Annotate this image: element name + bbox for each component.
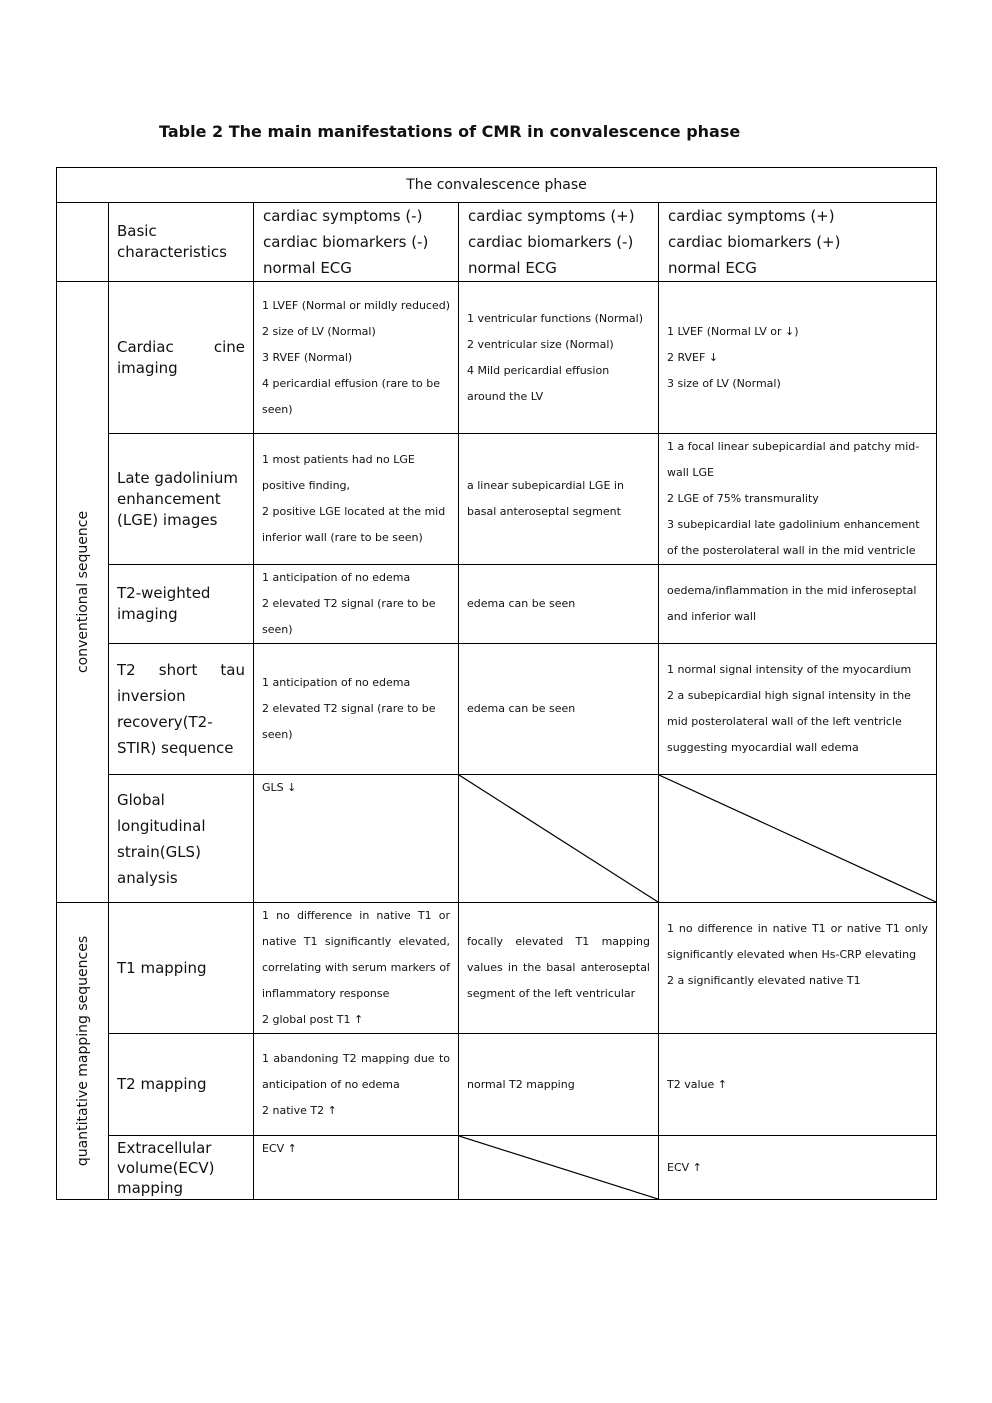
row-label-stir: T2 short tau inversion recovery(T2-STIR) sequence: [109, 644, 254, 775]
row-label-t2w: T2-weighted imaging: [109, 565, 254, 644]
cell-line: 2 a significantly elevated native T1: [667, 974, 861, 987]
lge-col1: [254, 434, 459, 565]
cell-line: ECV ↑: [262, 1142, 297, 1155]
cell-line: 2 ventricular size (Normal): [467, 337, 614, 351]
basic-col2: [459, 203, 659, 282]
cell-line: 1 a focal linear subepicardial and patchy mid-wall LGE: [667, 440, 920, 479]
cell-line: focally elevated T1 mapping values in the basal anteroseptal segment of the left ventricular: [467, 935, 650, 1000]
cine-col1: [254, 282, 459, 434]
cell-line: 1 abandoning T2 mapping due to anticipation of no edema: [262, 1051, 450, 1091]
cell-line: normal ECG: [668, 259, 757, 277]
cell-line: 2 native T2 ↑: [262, 1103, 337, 1117]
stir-col3: [659, 644, 937, 775]
cell-line: 2 elevated T2 signal (rare to be seen): [262, 702, 436, 741]
t2w-col1: [254, 565, 459, 644]
cell-line: normal ECG: [468, 259, 557, 277]
cell-line: 1 most patients had no LGE positive finding,: [262, 453, 415, 492]
cell-line: 1 normal signal intensity of the myocardium: [667, 663, 912, 676]
t2map-col2: [459, 1034, 659, 1136]
cell-line: GLS ↓: [262, 781, 297, 794]
row-label-t1: T1 mapping: [109, 903, 254, 1034]
cell-line: 3 subepicardial late gadolinium enhancement of the posterolateral wall in the mid ventricle: [667, 518, 920, 557]
cine-col2: [459, 282, 659, 434]
ecv-col3: [659, 1136, 937, 1200]
cell-line: 1 no difference in native T1 or native T1 significantly elevated, correlating with serum markers of inflammatory response: [262, 909, 450, 1000]
t1-col1: [254, 903, 459, 1034]
cell-line: 4 pericardial effusion (rare to be seen): [262, 376, 440, 416]
lge-col3: [659, 434, 937, 565]
group-label-quantitative: [57, 903, 109, 1200]
stir-col2: [459, 644, 659, 775]
stir-col1: [254, 644, 459, 775]
empty-corner-cell: [57, 203, 109, 282]
cell-line: cardiac symptoms (-): [263, 207, 423, 225]
ecv-col1: [254, 1136, 459, 1200]
gls-col2-empty: [459, 775, 659, 903]
cell-line: 1 ventricular functions (Normal): [467, 311, 644, 325]
t2w-col3: [659, 565, 937, 644]
cell-line: cardiac biomarkers (+): [668, 233, 841, 251]
t1-col2: [459, 903, 659, 1034]
vertical-label: quantitative mapping sequences: [74, 935, 91, 1167]
cell-line: ECV ↑: [667, 1160, 702, 1174]
cell-line: 4 Mild pericardial effusion around the LV: [467, 363, 610, 403]
cmr-table: [56, 167, 937, 1200]
vertical-label: conventional sequence: [74, 510, 91, 674]
cell-line: normal ECG: [263, 259, 352, 277]
cell-line: 1 LVEF (Normal or mildly reduced): [262, 298, 451, 312]
cell-line: 1 anticipation of no edema: [262, 571, 411, 584]
cell-line: 2 size of LV (Normal): [262, 324, 376, 338]
cell-line: 1 LVEF (Normal LV or ↓): [667, 324, 799, 338]
group-label-conventional: [57, 282, 109, 903]
basic-col3: [659, 203, 937, 282]
cell-line: 1 anticipation of no edema: [262, 676, 411, 689]
cell-line: 2 global post T1 ↑: [262, 1013, 364, 1026]
cell-line: cardiac biomarkers (-): [468, 233, 634, 251]
t2map-col3: [659, 1034, 937, 1136]
t2w-col2: [459, 565, 659, 644]
cell-line: 3 RVEF (Normal): [262, 350, 353, 364]
cell-line: 1 no difference in native T1 or native T1 only significantly elevated when Hs-CRP elevating: [667, 922, 928, 961]
row-label-cine: Cardiac cine imaging: [109, 282, 254, 434]
cell-line: 2 LGE of 75% transmurality: [667, 492, 819, 505]
gls-col3-empty: [659, 775, 937, 903]
phase-header: The convalescence phase: [57, 168, 937, 203]
cell-line: oedema/inflammation in the mid inferoseptal and inferior wall: [667, 584, 917, 623]
row-label-gls: Global longitudinal strain(GLS) analysis: [109, 775, 254, 903]
cell-line: 2 elevated T2 signal (rare to be seen): [262, 597, 436, 636]
diagonal-slash: [459, 775, 658, 902]
cell-line: cardiac biomarkers (-): [263, 233, 429, 251]
cell-line: cardiac symptoms (+): [468, 207, 635, 225]
t1-col3: [659, 903, 937, 1034]
diagonal-slash: [459, 1136, 658, 1199]
cell-line: 2 a subepicardial high signal intensity in the mid posterolateral wall of the left ventricle suggesting myocardial wall edema: [667, 689, 911, 754]
cell-line: cardiac symptoms (+): [668, 207, 835, 225]
cell-line: normal T2 mapping: [467, 1077, 575, 1091]
cell-line: 2 positive LGE located at the mid inferior wall (rare to be seen): [262, 505, 446, 544]
row-label-lge: Late gadolinium enhancement (LGE) images: [109, 434, 254, 565]
cell-line: 2 RVEF ↓: [667, 350, 719, 364]
ecv-col2-empty: [459, 1136, 659, 1200]
cell-line: a linear subepicardial LGE in basal anteroseptal segment: [467, 479, 624, 518]
table-title: Table 2 The main manifestations of CMR in convalescence phase: [159, 122, 741, 141]
basic-col1: [254, 203, 459, 282]
row-label-basic: Basic characteristics: [109, 203, 254, 282]
t2map-col1: [254, 1034, 459, 1136]
cell-line: edema can be seen: [467, 702, 576, 715]
cell-line: 3 size of LV (Normal): [667, 376, 781, 390]
gls-col1: [254, 775, 459, 903]
cell-line: edema can be seen: [467, 597, 576, 610]
row-label-ecv: Extracellular volume(ECV) mapping: [109, 1136, 254, 1200]
cell-line: T2 value ↑: [667, 1077, 727, 1091]
diagonal-slash: [659, 775, 936, 902]
row-label-t2map: T2 mapping: [109, 1034, 254, 1136]
lge-col2: [459, 434, 659, 565]
cine-col3: [659, 282, 937, 434]
